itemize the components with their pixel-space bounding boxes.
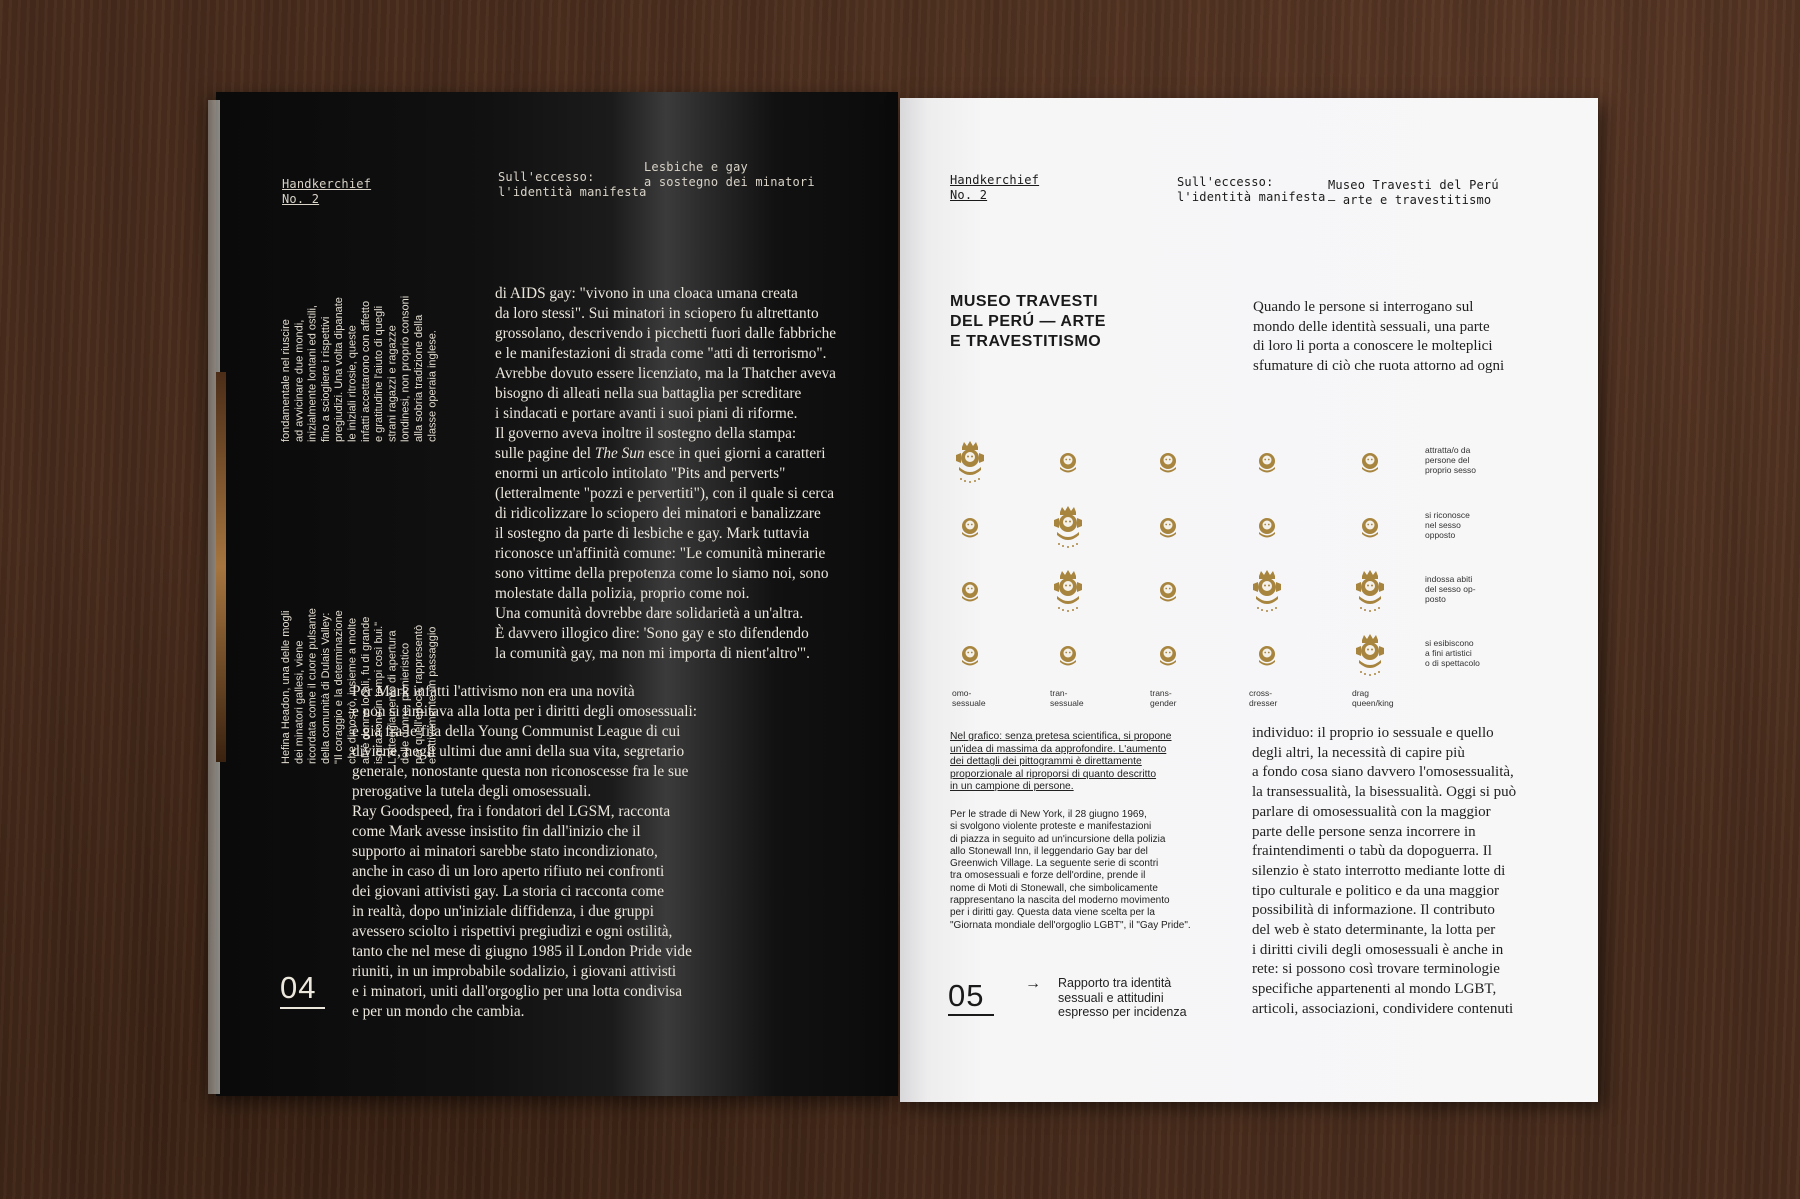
stonewall-caption: Per le strade di New York, il 28 giugno 1969, si svolgono violente proteste e manifestazioni di piazza in seguito ad un'incursione della polizia allo Stonewall Inn, il leggendario Gay bar del Greenwich Village. La seguente serie di scontri tra omosessuali e forze dell'ordine, prende il nome di Moti di Stonewall, che simbolicamente rappresentano la nascita del moderno movimento per i diritti gay. Questa data viene scelta per la "Giornata mondiale dell'orgoglio LGBT", il "Gay Pride".	[950, 809, 1191, 931]
right-page	[900, 98, 1598, 1102]
body-paragraph: individuo: il proprio io sessuale e quello degli altri, la necessità di capire più a fondo cosa siano davvero l'omosessualità, la transessualità, la bisessualità. Oggi si può parlare di omosessualità con la maggior parte delle persone senza incorrere in fraintendimenti o tabù da dopoguerra. Il silenzio è stato interrotto mediante lotte di tipo culturale e politico e da una maggior possibilità di informazione. Il contributo del web è stato determinante, la lotta per i diritti civili degli omosessuali è anche in rete: si possono così trovare terminologie specifiche appartenenti al mondo LGBT, articoli, associazioni, condividere contenuti	[1252, 725, 1517, 1017]
pictogram-simple-icon	[1348, 504, 1392, 552]
body-paragraph-1: di AIDS gay: "vivono in una cloaca umana creata da loro stessi". Sui minatori in sciopero fu altrettanto grossolano, descrivendo i picchetti fuori dalle fabbriche e le manifestazioni di strada come "atti di terrorismo". Avrebbe dovuto essere licenziato, ma la Thatcher aveva bisogno di alleati nella sua battaglia per screditare i sindacati e portare avanti i suoi piani di riforme. Il governo aveva inoltre il sostegno della stampa:	[495, 285, 837, 442]
pictogram-simple-icon	[1146, 568, 1190, 616]
pictogram-simple-icon	[948, 632, 992, 680]
pictogram-simple-icon	[1146, 504, 1190, 552]
photo-strip	[216, 372, 226, 762]
chart-column-label: cross- dresser	[1249, 688, 1278, 708]
chart-row-label: si esibiscono a fini artistici o di spettacolo	[1425, 638, 1480, 668]
body-paragraph-1c: enormi un articolo intitolato "Pits and perverts" (letteralmente "pozzi e pervertiti"), con il quale si cerca di ridicolizzare lo sciopero dei minatori e banalizzare il sostegno da parte di lesbiche e gay. Mark tuttavia riconosce un'affinità comune: "Le comunità minerarie sono vittime della prepotenza come lo siamo noi, sono molestate dalla polizia, proprio come noi. Una comunità dovrebbe dare solidarietà a un'altra. È davvero illogico dire: 'Sono gay e sto difendendo la comunità gay, ma non mi importa di nient'altro'".	[495, 465, 835, 662]
series-header: Handkerchief No. 2	[950, 173, 1040, 202]
pictogram-detailed-icon	[1245, 568, 1289, 616]
pictogram-simple-icon	[1046, 632, 1090, 680]
pictogram-detailed-icon	[1046, 504, 1090, 552]
pictogram-simple-icon	[1046, 439, 1090, 487]
chart-column-label: tran- sessuale	[1050, 688, 1084, 708]
newspaper-title: The Sun	[594, 445, 645, 462]
pictogram-simple-icon	[1146, 632, 1190, 680]
page-number-underline	[280, 1007, 325, 1009]
pictogram-simple-icon	[1245, 504, 1289, 552]
article-header: Lesbiche e gay a sostegno dei minatori	[644, 160, 815, 189]
arrow-icon: →	[1025, 975, 1041, 992]
chart-caption: Nel grafico: senza pretesa scientifica, si propone un'idea di massima da approfondire. L'aumento dei dettagli dei pittogrammi è direttamente proporzionale al riproporsi di quanto descritto in un campione di persone.	[950, 731, 1172, 792]
chart-row-label: attratta/o da persone del proprio sesso	[1425, 445, 1477, 475]
pictogram-detailed-icon	[1348, 632, 1392, 680]
pictogram-simple-icon	[948, 504, 992, 552]
sidebar-column-1: Hefina Headon, una delle mogli dei minatori gallesi, viene ricordata come il cuore pulsante della comunità di Dulais Valley: "Il coraggio e la determinazione che dimostrò, insieme a molte altre donne locali, fu di grande ispirazione in tempi così bui." L'atteggiamento di apertura delle donne, pionieristico per quell'epoca, rappresentò effettivamente un passaggio	[280, 608, 439, 764]
page-number: 04	[280, 970, 317, 1005]
article-header: Museo Travesti del Perú — arte e travestitismo	[1328, 178, 1499, 207]
pictogram-simple-icon	[948, 568, 992, 616]
page-number-underline	[948, 1014, 994, 1016]
left-page	[216, 92, 898, 1096]
page-number: 05	[948, 978, 985, 1013]
pictogram-simple-icon	[1245, 632, 1289, 680]
pictogram-simple-icon	[1146, 439, 1190, 487]
body-paragraph-1b: sulle pagine del The Sun esce in quei giorni a caratteri	[495, 445, 826, 462]
chart-column-label: omo- sessuale	[952, 688, 986, 708]
article-title: MUSEO TRAVESTI DEL PERÚ — ARTE E TRAVESTITISMO	[950, 293, 1106, 350]
pictogram-detailed-icon	[1046, 568, 1090, 616]
chart-row-label: indossa abiti del sesso op- posto	[1425, 574, 1476, 604]
chart-column-label: drag queen/king	[1352, 688, 1394, 708]
body-paragraph-2: Per Mark infatti l'attivismo non era una novità e non si limitava alla lotta per i diritti degli omosessuali: è già fra le fila della Young Communist League di cui diviene, negli ultimi due anni della sua vita, segretario generale, nonostante questa non riconoscesse fra le sue prerogative la tutela degli omosessuali. Ray Goodspeed, fra i fondatori del LGSM, racconta come Mark avesse insistito fin dall'inizio che il supporto ai minatori sarebbe stato incondizionato, anche in caso di un loro aperto rifiuto nei confronti dei giovani attivisti gay. La storia ci racconta come in realtà, dopo un'iniziale diffidenza, i due gruppi avessero sciolto i rispettivi pregiudizi e ogni ostilità, tanto che nel mese di giugno 1985 il London Pride vide riuniti, in un improbabile sodalizio, i giovani attivisti e i minatori, uniti dall'orgoglio per una lotta condivisa e per un mondo che cambia.	[352, 683, 697, 1020]
intro-paragraph: Quando le persone si interrogano sul mondo delle identità sessuali, una parte di loro li porta a conoscere le molteplici sfumature di ciò che ruota attorno ad ogni	[1253, 299, 1505, 374]
sidebar-column-2: fondamentale nel riuscire ad avvicinare due mondi, inizialmente lontani ed ostili, fino a sciogliere i rispettivi pregiudizi. Una volta dipanate le iniziali ritrosie, queste infatti accettarono con affetto e gratitudine l'aiuto di quegli strani ragazzi e ragazze londinesi, non proprio consoni alla sobria tradizione della classe operaia inglese.	[280, 295, 439, 442]
pictogram-simple-icon	[1348, 439, 1392, 487]
chart-column-label: trans- gender	[1150, 688, 1177, 708]
chart-row-label: si riconosce nel sesso opposto	[1425, 510, 1470, 540]
figure-reference: Rapporto tra identità sessuali e attitudini espresso per incidenza	[1058, 976, 1187, 1019]
pictogram-detailed-icon	[948, 439, 992, 487]
series-header: Handkerchief No. 2	[282, 177, 372, 206]
section-header: Sull'eccesso: l'identità manifesta	[498, 170, 647, 199]
pictogram-detailed-icon	[1348, 568, 1392, 616]
pictogram-simple-icon	[1245, 439, 1289, 487]
section-header: Sull'eccesso: l'identità manifesta	[1177, 175, 1326, 204]
